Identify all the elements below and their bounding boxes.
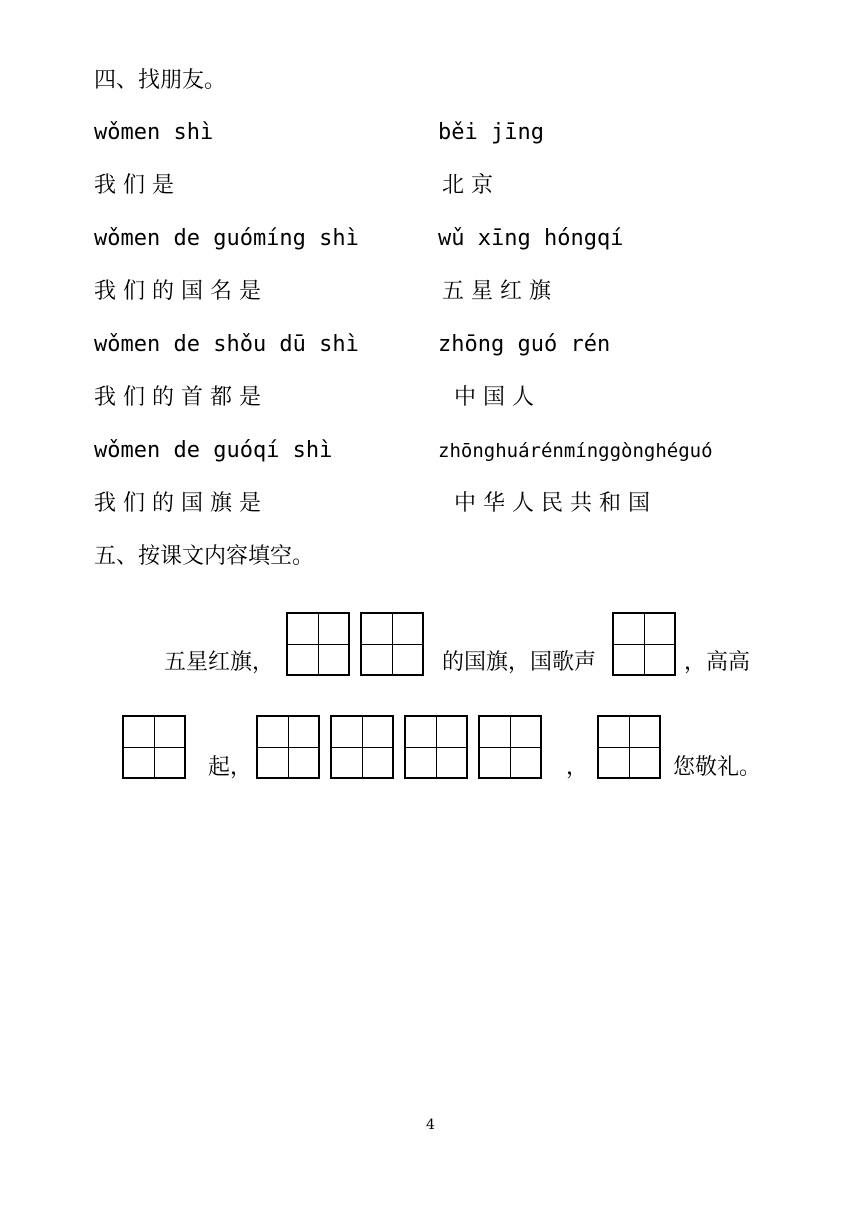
tian-grid-box[interactable] [360, 612, 424, 676]
tian-grid-box[interactable] [256, 715, 320, 779]
tian-grid-box[interactable] [286, 612, 350, 676]
pinyin-right-4: zhōnghuárénmínggònghéguó [438, 440, 713, 462]
pinyin-right-2: wǔ xīng hóngqí [438, 226, 624, 251]
pinyin-right-3: zhōng guó rén [438, 332, 611, 357]
tian-grid-box[interactable] [330, 715, 394, 779]
hanzi-right-4: 中 华 人 民 共 和 国 [454, 491, 650, 516]
tian-grid-box[interactable] [404, 715, 468, 779]
fill-text-line2-a: 起， [208, 755, 253, 780]
pinyin-left-1: wǒmen shì [94, 120, 214, 145]
fill-text-line1-c: ，高高 [684, 650, 751, 675]
hanzi-right-2: 五 星 红 旗 [442, 279, 551, 304]
tian-grid-box[interactable] [612, 612, 676, 676]
pinyin-left-2: wǒmen de guómíng shì [94, 226, 359, 251]
pinyin-right-1: běi jīng [438, 120, 544, 145]
tian-grid-box[interactable] [122, 715, 186, 779]
section-five-heading: 五、按课文内容填空。 [94, 544, 315, 569]
hanzi-left-4: 我 们 的 国 旗 是 [94, 491, 261, 516]
fill-text-line1-a: 五星红旗， [164, 650, 275, 675]
hanzi-right-3: 中 国 人 [454, 385, 534, 410]
fill-text-line2-c: 您敬礼。 [673, 755, 762, 780]
hanzi-left-3: 我 们 的 首 都 是 [94, 385, 261, 410]
hanzi-left-1: 我 们 是 [94, 173, 174, 198]
tian-grid-box[interactable] [478, 715, 542, 779]
pinyin-left-4: wǒmen de guóqí shì [94, 438, 333, 463]
pinyin-left-3: wǒmen de shǒu dū shì [94, 332, 359, 357]
section-four-heading: 四、找朋友。 [94, 68, 227, 93]
page-number: 4 [426, 1117, 435, 1133]
fill-text-line2-b: ， [566, 755, 589, 780]
hanzi-right-1: 北 京 [442, 173, 493, 198]
hanzi-left-2: 我 们 的 国 名 是 [94, 279, 261, 304]
tian-grid-box[interactable] [597, 715, 661, 779]
fill-text-line1-b: 的国旗，国歌声 [442, 650, 597, 675]
